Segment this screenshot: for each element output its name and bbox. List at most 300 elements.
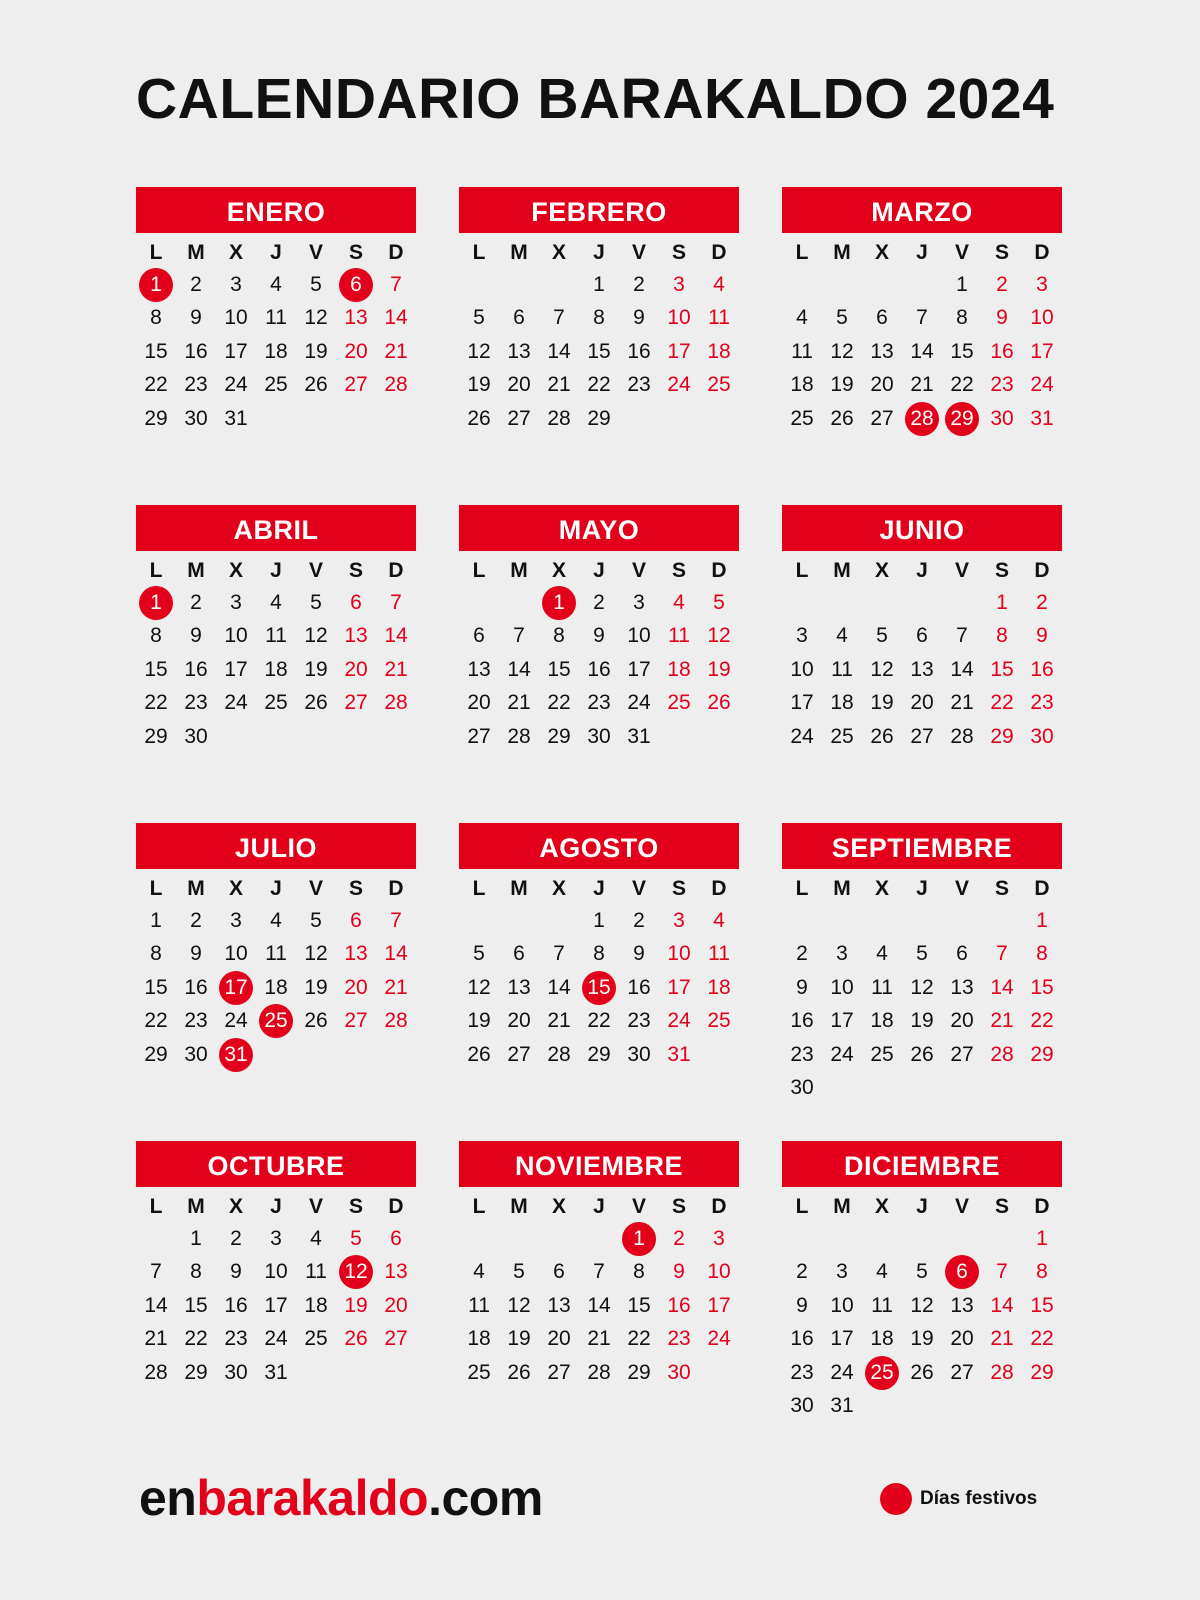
day-number: 23 (184, 373, 208, 397)
day-cell (579, 402, 619, 435)
day-number: 5 (713, 591, 725, 615)
day-number: 31 (627, 724, 651, 748)
day-number: 19 (467, 1009, 491, 1033)
day-number: 21 (950, 691, 974, 715)
day-cell (539, 971, 579, 1004)
month-header: FEBRERO (459, 187, 739, 233)
day-cell (782, 1323, 822, 1356)
day-number: 19 (344, 1293, 368, 1317)
weekday-header: M (510, 241, 528, 264)
day-number: 1 (622, 1222, 656, 1256)
month-days (459, 235, 739, 435)
day-cell (336, 938, 376, 971)
day-cell (539, 720, 579, 753)
day-cell (539, 1323, 579, 1356)
month-days (782, 235, 1062, 435)
day-cell (216, 335, 256, 368)
day-cell (659, 938, 699, 971)
day-number: 13 (910, 657, 934, 681)
day-cell (782, 1289, 822, 1322)
weekday-header: S (671, 1195, 686, 1218)
day-number: 27 (344, 373, 368, 397)
month-days (782, 1189, 1062, 1423)
month-days (782, 871, 1062, 1105)
day-cell (659, 653, 699, 686)
day-number: 22 (144, 373, 168, 397)
weekday-header: M (510, 877, 528, 900)
day-number: 15 (144, 339, 168, 363)
day-cell (256, 1289, 296, 1322)
day-number: 28 (587, 1360, 611, 1384)
day-cell (539, 1005, 579, 1038)
day-cell (982, 1356, 1022, 1389)
day-cell (982, 1323, 1022, 1356)
weekday-header: M (510, 559, 528, 582)
day-number: 23 (667, 1327, 691, 1351)
day-cell (862, 653, 902, 686)
day-number: 5 (473, 942, 485, 966)
months-grid (136, 187, 1062, 1459)
day-cell (982, 268, 1022, 301)
day-number: 20 (950, 1327, 974, 1351)
day-cell (176, 653, 216, 686)
empty-cell (782, 1222, 822, 1255)
day-cell (782, 653, 822, 686)
day-cell (459, 1005, 499, 1038)
day-cell (256, 1222, 296, 1255)
weekday-header: V (308, 559, 323, 582)
day-cell (216, 586, 256, 619)
day-cell (862, 1289, 902, 1322)
day-cell (176, 620, 216, 653)
day-number: 5 (310, 909, 322, 933)
weekday-header: X (874, 559, 889, 582)
weekday-header: J (593, 1195, 605, 1218)
empty-cell (982, 904, 1022, 937)
day-cell (296, 687, 336, 720)
day-cell (1022, 687, 1062, 720)
day-cell (539, 1289, 579, 1322)
day-number: 29 (990, 724, 1014, 748)
day-number: 7 (513, 624, 525, 648)
day-cell (1022, 335, 1062, 368)
day-cell (256, 653, 296, 686)
day-cell (176, 687, 216, 720)
day-cell (376, 938, 416, 971)
empty-cell (862, 586, 902, 619)
weekday-header: D (1034, 241, 1050, 264)
day-number: 21 (910, 373, 934, 397)
day-cell (619, 687, 659, 720)
day-number: 3 (230, 909, 242, 933)
day-number: 28 (507, 724, 531, 748)
day-cell (176, 1038, 216, 1071)
day-cell (459, 1289, 499, 1322)
day-number: 15 (547, 657, 571, 681)
weekday-header: L (472, 241, 486, 264)
empty-cell (862, 268, 902, 301)
day-number: 12 (910, 1293, 934, 1317)
day-cell (136, 971, 176, 1004)
day-number: 29 (587, 1042, 611, 1066)
weekday-header: M (833, 877, 851, 900)
day-cell (136, 1256, 176, 1289)
day-cell (176, 402, 216, 435)
day-cell (902, 335, 942, 368)
day-cell (499, 402, 539, 435)
day-cell (619, 268, 659, 301)
day-cell (376, 620, 416, 653)
day-number: 13 (344, 306, 368, 330)
holiday-day (216, 971, 256, 1004)
day-number: 29 (1030, 1042, 1054, 1066)
day-cell (982, 1038, 1022, 1071)
weekday-header: L (472, 559, 486, 582)
day-cell (459, 1323, 499, 1356)
day-number: 1 (150, 909, 162, 933)
day-number: 2 (230, 1227, 242, 1251)
day-number: 15 (144, 657, 168, 681)
month-days (136, 871, 416, 1071)
day-number: 30 (587, 724, 611, 748)
day-cell (539, 302, 579, 335)
day-cell (659, 620, 699, 653)
day-number: 29 (1030, 1360, 1054, 1384)
day-cell (699, 938, 739, 971)
day-cell (579, 620, 619, 653)
day-number: 8 (633, 1260, 645, 1284)
day-number: 20 (344, 975, 368, 999)
day-cell (256, 268, 296, 301)
day-number: 16 (627, 975, 651, 999)
month-header: AGOSTO (459, 823, 739, 869)
day-cell (982, 620, 1022, 653)
day-cell (256, 586, 296, 619)
day-cell (699, 904, 739, 937)
day-number: 13 (344, 942, 368, 966)
day-cell (176, 335, 216, 368)
day-cell (579, 369, 619, 402)
holiday-day (256, 1005, 296, 1038)
day-number: 18 (707, 975, 731, 999)
weekday-header: M (187, 559, 205, 582)
weekday-header: M (187, 1195, 205, 1218)
day-cell (982, 402, 1022, 435)
day-number: 19 (910, 1327, 934, 1351)
day-cell (499, 302, 539, 335)
weekday-header: L (472, 1195, 486, 1218)
day-number: 30 (224, 1360, 248, 1384)
day-cell (782, 302, 822, 335)
day-number: 25 (304, 1327, 328, 1351)
day-cell (216, 302, 256, 335)
day-number: 5 (350, 1227, 362, 1251)
month-enero (136, 187, 416, 505)
month-days (136, 1189, 416, 1389)
month-header: ABRIL (136, 505, 416, 551)
day-number: 16 (990, 339, 1014, 363)
month-agosto (459, 823, 739, 1141)
day-number: 31 (830, 1394, 854, 1418)
day-cell (1022, 1222, 1062, 1255)
day-number: 26 (910, 1360, 934, 1384)
day-cell (579, 335, 619, 368)
day-cell (459, 1256, 499, 1289)
day-cell (459, 1038, 499, 1071)
weekday-header: X (228, 877, 243, 900)
day-cell (539, 335, 579, 368)
day-cell (659, 904, 699, 937)
day-number: 18 (870, 1327, 894, 1351)
day-cell (1022, 720, 1062, 753)
month-junio (782, 505, 1062, 823)
day-cell (376, 1323, 416, 1356)
day-cell (862, 720, 902, 753)
weekday-header: L (472, 877, 486, 900)
empty-cell (459, 1222, 499, 1255)
day-cell (822, 687, 862, 720)
day-number: 23 (587, 691, 611, 715)
day-number: 6 (350, 591, 362, 615)
day-cell (822, 620, 862, 653)
day-number: 22 (184, 1327, 208, 1351)
day-cell (1022, 586, 1062, 619)
day-cell (862, 1256, 902, 1289)
holiday-day (902, 402, 942, 435)
day-number: 11 (708, 942, 730, 966)
weekday-header: V (631, 559, 646, 582)
day-number: 23 (1030, 691, 1054, 715)
day-cell (256, 620, 296, 653)
day-number: 9 (190, 624, 202, 648)
day-cell (499, 335, 539, 368)
day-cell (782, 687, 822, 720)
day-number: 25 (830, 724, 854, 748)
brand-part-barakaldo: barakaldo (196, 1470, 429, 1526)
day-number: 8 (150, 306, 162, 330)
day-cell (459, 369, 499, 402)
day-cell (256, 904, 296, 937)
day-cell (336, 971, 376, 1004)
day-cell (336, 1289, 376, 1322)
day-number: 16 (184, 657, 208, 681)
day-cell (296, 971, 336, 1004)
empty-cell (822, 1222, 862, 1255)
day-number: 21 (587, 1327, 611, 1351)
day-number: 18 (667, 657, 691, 681)
day-number: 13 (384, 1260, 408, 1284)
day-number: 19 (304, 339, 328, 363)
day-number: 10 (707, 1260, 731, 1284)
day-number: 10 (830, 975, 854, 999)
day-number: 6 (945, 1255, 979, 1289)
month-header: JUNIO (782, 505, 1062, 551)
day-number: 16 (1030, 657, 1054, 681)
month-days (459, 871, 739, 1071)
day-cell (619, 335, 659, 368)
day-number: 17 (830, 1009, 854, 1033)
weekday-header: J (916, 241, 928, 264)
day-number: 13 (507, 975, 531, 999)
empty-cell (539, 1222, 579, 1255)
month-header: MARZO (782, 187, 1062, 233)
day-number: 20 (344, 657, 368, 681)
day-number: 18 (707, 339, 731, 363)
day-number: 20 (507, 1009, 531, 1033)
weekday-header: L (149, 241, 163, 264)
day-cell (336, 1222, 376, 1255)
empty-cell (499, 268, 539, 301)
day-cell (822, 653, 862, 686)
month-header: SEPTIEMBRE (782, 823, 1062, 869)
day-number: 12 (304, 306, 328, 330)
weekday-header: L (149, 559, 163, 582)
day-cell (579, 1289, 619, 1322)
day-number: 20 (507, 373, 531, 397)
day-cell (336, 335, 376, 368)
day-number: 12 (304, 942, 328, 966)
day-number: 11 (708, 306, 730, 330)
day-cell (982, 1289, 1022, 1322)
day-cell (256, 687, 296, 720)
empty-cell (942, 586, 982, 619)
day-cell (1022, 268, 1062, 301)
day-number: 9 (230, 1260, 242, 1284)
day-number: 6 (956, 942, 968, 966)
day-cell (216, 369, 256, 402)
day-number: 5 (916, 942, 928, 966)
day-cell (459, 335, 499, 368)
day-cell (822, 971, 862, 1004)
day-cell (296, 653, 336, 686)
day-cell (579, 1356, 619, 1389)
day-number: 22 (1030, 1327, 1054, 1351)
weekday-header: S (994, 241, 1009, 264)
day-cell (619, 938, 659, 971)
weekday-header: D (1034, 877, 1050, 900)
day-cell (982, 369, 1022, 402)
month-days (459, 1189, 739, 1389)
day-cell (136, 904, 176, 937)
holiday-dot-icon (880, 1483, 912, 1515)
day-cell (619, 1005, 659, 1038)
day-cell (459, 971, 499, 1004)
day-number: 13 (950, 1293, 974, 1317)
weekday-header: J (593, 559, 605, 582)
holiday-day (942, 1256, 982, 1289)
day-number: 16 (224, 1293, 248, 1317)
day-number: 30 (790, 1076, 814, 1100)
weekday-header: X (551, 877, 566, 900)
day-number: 8 (1036, 1260, 1048, 1284)
day-cell (902, 971, 942, 1004)
weekday-header: D (711, 241, 727, 264)
day-cell (176, 1356, 216, 1389)
day-cell (579, 938, 619, 971)
weekday-header: S (994, 1195, 1009, 1218)
day-number: 17 (707, 1293, 731, 1317)
day-number: 14 (384, 306, 408, 330)
day-number: 18 (830, 691, 854, 715)
day-number: 26 (707, 691, 731, 715)
day-cell (782, 335, 822, 368)
day-number: 27 (950, 1360, 974, 1384)
empty-cell (822, 268, 862, 301)
day-cell (579, 720, 619, 753)
day-number: 28 (384, 373, 408, 397)
day-number: 2 (190, 909, 202, 933)
day-number: 3 (1036, 273, 1048, 297)
day-cell (699, 971, 739, 1004)
day-cell (256, 971, 296, 1004)
day-number: 12 (304, 624, 328, 648)
day-number: 25 (259, 1004, 293, 1038)
day-cell (459, 302, 499, 335)
day-number: 24 (790, 724, 814, 748)
day-number: 8 (593, 942, 605, 966)
day-cell (539, 687, 579, 720)
day-cell (256, 335, 296, 368)
day-number: 25 (865, 1356, 899, 1390)
weekday-header: D (711, 1195, 727, 1218)
day-number: 17 (224, 339, 248, 363)
day-cell (619, 904, 659, 937)
day-number: 10 (224, 624, 248, 648)
day-number: 9 (796, 1293, 808, 1317)
weekday-header: S (994, 559, 1009, 582)
day-number: 15 (582, 971, 616, 1005)
day-cell (256, 302, 296, 335)
day-number: 28 (905, 402, 939, 436)
day-number: 10 (627, 624, 651, 648)
day-number: 10 (224, 942, 248, 966)
day-cell (699, 1256, 739, 1289)
day-number: 27 (547, 1360, 571, 1384)
day-number: 9 (796, 975, 808, 999)
day-cell (336, 369, 376, 402)
day-number: 23 (790, 1042, 814, 1066)
month-days (782, 553, 1062, 753)
legend (880, 1483, 1066, 1515)
day-number: 9 (673, 1260, 685, 1284)
empty-cell (539, 904, 579, 937)
day-number: 23 (184, 691, 208, 715)
day-number: 28 (384, 1009, 408, 1033)
day-number: 24 (830, 1360, 854, 1384)
day-cell (942, 1323, 982, 1356)
day-cell (822, 1323, 862, 1356)
day-cell (256, 1256, 296, 1289)
day-cell (579, 904, 619, 937)
day-cell (659, 1038, 699, 1071)
day-number: 2 (633, 273, 645, 297)
day-cell (376, 268, 416, 301)
day-cell (902, 1256, 942, 1289)
weekday-header: X (228, 1195, 243, 1218)
empty-cell (942, 1222, 982, 1255)
day-number: 9 (190, 942, 202, 966)
day-cell (579, 687, 619, 720)
day-number: 29 (144, 406, 168, 430)
day-number: 22 (587, 373, 611, 397)
day-number: 16 (790, 1327, 814, 1351)
day-cell (782, 971, 822, 1004)
month-febrero (459, 187, 739, 505)
weekday-header: M (833, 1195, 851, 1218)
day-cell (376, 586, 416, 619)
day-cell (499, 1038, 539, 1071)
month-julio (136, 823, 416, 1141)
